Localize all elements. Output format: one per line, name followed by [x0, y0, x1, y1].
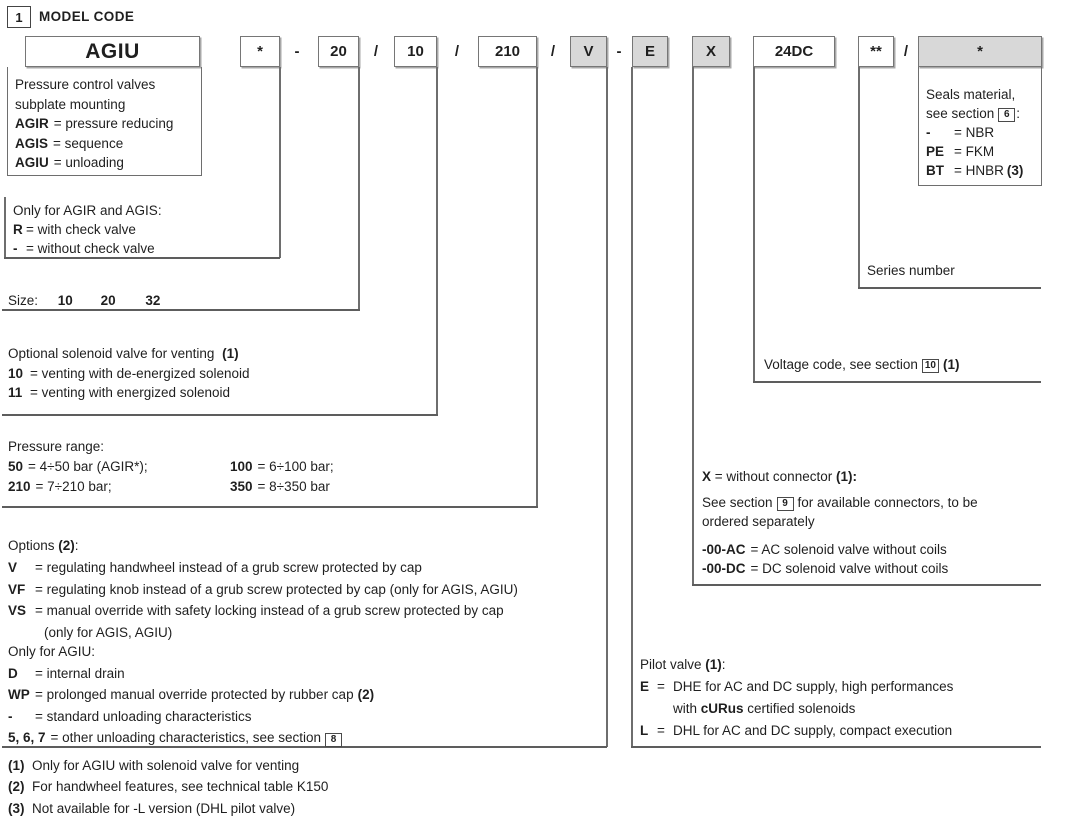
pressure-col2	[230, 457, 334, 496]
connector-line-check-left	[4, 197, 6, 258]
seals-line1: Seals material,	[926, 87, 1016, 102]
valve-type-line1: Pressure control valves	[15, 77, 156, 92]
section-number-box	[7, 6, 31, 28]
connector-line-series	[858, 67, 860, 288]
size-value: 32	[145, 293, 161, 308]
section-ref-10: 10	[922, 359, 939, 373]
code-box-size: 20	[318, 36, 359, 67]
connector-body: See section 9 for available connectors, to be	[702, 494, 978, 510]
connector-line-voltage-bottom	[753, 381, 1041, 383]
connector-title: X = without connector (1):	[702, 469, 857, 484]
size-value: 10	[57, 293, 73, 308]
code-box-connector: X	[692, 36, 730, 67]
footnote: (3) Not available for -L version (DHL pilot valve)	[8, 800, 296, 816]
block-valve-type	[15, 75, 197, 173]
connector-line-venting	[436, 67, 438, 415]
code-box-valve-type: AGIU	[25, 36, 200, 67]
valve-type-row: AGIR = pressure reducing	[15, 116, 174, 132]
section-ref-9: 9	[777, 497, 794, 511]
block-seals	[926, 85, 1038, 180]
connector-line-pressure-bottom	[2, 506, 538, 508]
connector-line-pilot-bottom	[631, 746, 1041, 748]
options-row-continuation: (only for AGIS, AGIU)	[44, 625, 173, 641]
options-row: V = regulating handwheel instead of a grub screw protected by cap	[8, 559, 422, 575]
block-check-valve	[13, 201, 162, 258]
code-box-series: **	[858, 36, 894, 67]
pressure-row: 210 = 7÷210 bar;	[8, 478, 112, 494]
block-venting	[8, 344, 250, 403]
options-row: VS = manual override with safety locking instead of a grub screw protected by cap	[8, 603, 504, 619]
pressure-row: 100 = 6÷100 bar;	[230, 459, 334, 474]
agiu-only-row: - = standard unloading characteristics	[8, 708, 252, 724]
options-title: Options (2):	[8, 538, 79, 553]
section-title: MODEL CODE	[39, 9, 135, 24]
pilot-title: Pilot valve (1):	[640, 657, 726, 672]
block-size	[8, 291, 160, 311]
block-connector	[702, 467, 1042, 579]
section-ref-6: 6	[998, 108, 1015, 122]
block-series: Series number	[867, 263, 955, 278]
agiu-only-row: D = internal drain	[8, 665, 125, 681]
separator-slash: /	[373, 43, 379, 60]
connector-row: -00-AC = AC solenoid valve without coils	[702, 541, 947, 557]
code-box-venting: 10	[394, 36, 437, 67]
pilot-row: E = DHE for AC and DC supply, high performances	[640, 679, 954, 694]
agiu-only-row: 5, 6, 7 = other unloading characteristics, see section 8	[8, 727, 604, 749]
block-agiu-only	[8, 641, 604, 749]
seals-row: BT = HNBR (3)	[926, 163, 1024, 178]
valve-type-row: AGIU = unloading	[15, 155, 124, 171]
venting-row: 11 = venting with energized solenoid	[8, 385, 231, 401]
connector-line-options	[606, 67, 608, 747]
code-box-seals: *	[918, 36, 1042, 67]
connector-line-pilot	[631, 67, 633, 747]
seals-row: - = NBR	[926, 125, 995, 140]
connector-line-connector-bottom	[692, 584, 1041, 586]
agiu-only-title: Only for AGIU:	[8, 644, 96, 659]
connector-line-voltage	[753, 67, 755, 382]
seals-line2: see section 6 :	[926, 106, 1021, 121]
check-valve-title: Only for AGIR and AGIS:	[13, 203, 162, 218]
pressure-row: 350 = 8÷350 bar	[230, 478, 330, 494]
size-label: Size:	[8, 293, 39, 308]
venting-title: Optional solenoid valve for venting (1)	[8, 346, 239, 361]
separator-dash: -	[616, 43, 622, 60]
valve-type-row: AGIS = sequence	[15, 135, 124, 151]
pilot-row-continuation: with cURus certified solenoids	[673, 701, 856, 716]
separator-slash: /	[454, 43, 460, 60]
separator-slash: /	[550, 43, 556, 60]
connector-line-check	[279, 67, 281, 258]
code-box-check-valve: *	[240, 36, 280, 67]
pressure-title: Pressure range:	[8, 439, 105, 454]
connector-row: -00-DC = DC solenoid valve without coils	[702, 561, 949, 577]
connector-line-series-bottom	[858, 287, 1041, 289]
footnote: (2) For handwheel features, see technical table K150	[8, 779, 329, 795]
connector-line-venting-bottom	[2, 414, 438, 416]
code-box-option: V	[570, 36, 607, 67]
connector-line-connector	[692, 67, 694, 585]
pressure-row: 50 = 4÷50 bar (AGIR*);	[8, 459, 148, 474]
footnotes	[8, 755, 328, 819]
section-number: 1	[15, 9, 23, 25]
connector-line-size	[358, 67, 360, 310]
block-voltage: Voltage code, see section 10 (1)	[764, 357, 960, 372]
pilot-row: L = DHL for AC and DC supply, compact execution	[640, 723, 953, 738]
block-options	[8, 535, 604, 644]
seals-row: PE = FKM	[926, 144, 995, 159]
check-valve-row: R = with check valve	[13, 222, 136, 237]
code-box-pilot: E	[632, 36, 668, 67]
valve-type-line2: subplate mounting	[15, 96, 126, 112]
pressure-col1	[8, 457, 148, 496]
section-ref-8: 8	[325, 733, 342, 747]
code-box-voltage: 24DC	[753, 36, 835, 67]
footnote: (1) Only for AGIU with solenoid valve for venting	[8, 758, 300, 773]
venting-row: 10 = venting with de-energized solenoid	[8, 365, 250, 381]
code-box-pressure: 210	[478, 36, 537, 67]
size-value: 20	[100, 293, 116, 308]
separator-slash: /	[903, 43, 909, 60]
block-pilot-valve	[640, 654, 1040, 742]
agiu-only-row: WP = prolonged manual override protected by rubber cap (2)	[8, 687, 375, 703]
options-row: VF = regulating knob instead of a grub screw protected by cap (only for AGIS, AGIU)	[8, 581, 518, 597]
check-valve-row: - = without check valve	[13, 241, 155, 256]
connector-body-line2: ordered separately	[702, 514, 815, 530]
connector-line-pressure	[536, 67, 538, 507]
separator-dash: -	[294, 43, 300, 60]
